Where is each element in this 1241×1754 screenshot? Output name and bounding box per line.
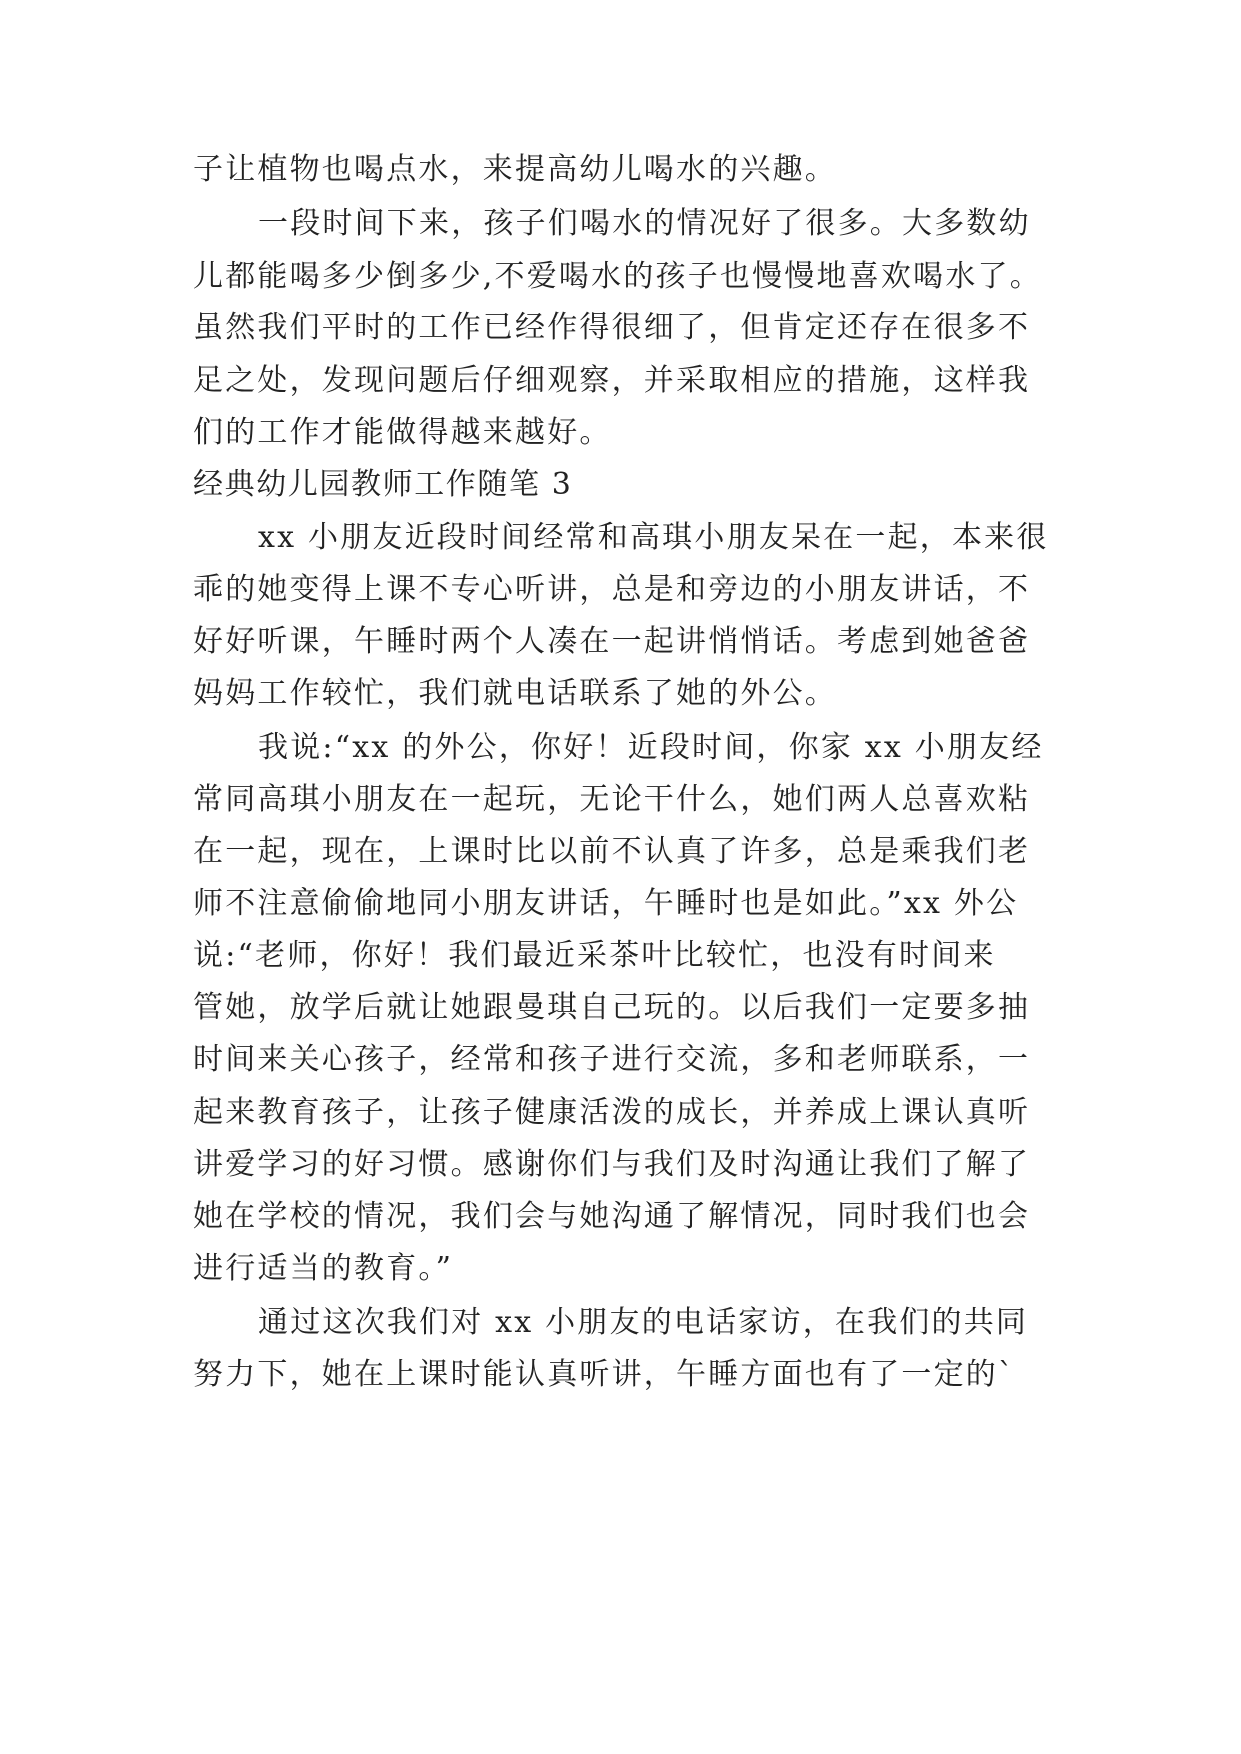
text-line: 时间来关心孩子，经常和孩子进行交流，多和老师联系，一: [193, 1042, 1031, 1077]
paragraph-start-line: 一段时间下来，孩子们喝水的情况好了很多。大多数幼: [258, 206, 1031, 241]
text-line: 儿都能喝多少倒多少,不爱喝水的孩子也慢慢地喜欢喝水了。: [193, 259, 1042, 294]
text-line: 足之处，发现问题后仔细观察，并采取相应的措施，这样我: [193, 363, 1031, 398]
text-line: 管她，放学后就让她跟曼琪自己玩的。以后我们一定要多抽: [193, 990, 1031, 1025]
text-line: 说:“老师，你好！我们最近采茶叶比较忙，也没有时间来: [193, 938, 996, 973]
text-line: 起来教育孩子，让孩子健康活泼的成长，并养成上课认真听: [193, 1095, 1031, 1130]
text-line: 师不注意偷偷地同小朋友讲话，午睡时也是如此。”xx 外公: [193, 886, 1019, 921]
text-line: 妈妈工作较忙，我们就电话联系了她的外公。: [193, 676, 837, 711]
text-line: 在一起，现在，上课时比以前不认真了许多，总是乘我们老: [193, 834, 1031, 869]
paragraph-start-line: 我说:“xx 的外公，你好！近段时间，你家 xx 小朋友经: [258, 730, 1044, 765]
paragraph-start-line: xx 小朋友近段时间经常和高琪小朋友呆在一起，本来很: [258, 520, 1049, 555]
text-line: 努力下，她在上课时能认真听讲，午睡方面也有了一定的`: [193, 1357, 1016, 1392]
text-line: 常同高琪小朋友在一起玩，无论干什么，她们两人总喜欢粘: [193, 782, 1031, 817]
text-line: 进行适当的教育。”: [193, 1251, 454, 1286]
text-line: 们的工作才能做得越来越好。: [193, 415, 612, 450]
text-line: 好好听课，午睡时两个人凑在一起讲悄悄话。考虑到她爸爸: [193, 624, 1031, 659]
text-line: 子让植物也喝点水，来提高幼儿喝水的兴趣。: [193, 152, 837, 187]
text-line: 讲爱学习的好习惯。感谢你们与我们及时沟通让我们了解了: [193, 1147, 1031, 1182]
paragraph-start-line: 通过这次我们对 xx 小朋友的电话家访，在我们的共同: [258, 1305, 1029, 1340]
section-title: 经典幼儿园教师工作随笔 3: [193, 467, 573, 502]
text-line: 虽然我们平时的工作已经作得很细了，但肯定还存在很多不: [193, 310, 1031, 345]
text-line: 她在学校的情况，我们会与她沟通了解情况，同时我们也会: [193, 1199, 1031, 1234]
text-line: 乖的她变得上课不专心听讲，总是和旁边的小朋友讲话，不: [193, 572, 1031, 607]
